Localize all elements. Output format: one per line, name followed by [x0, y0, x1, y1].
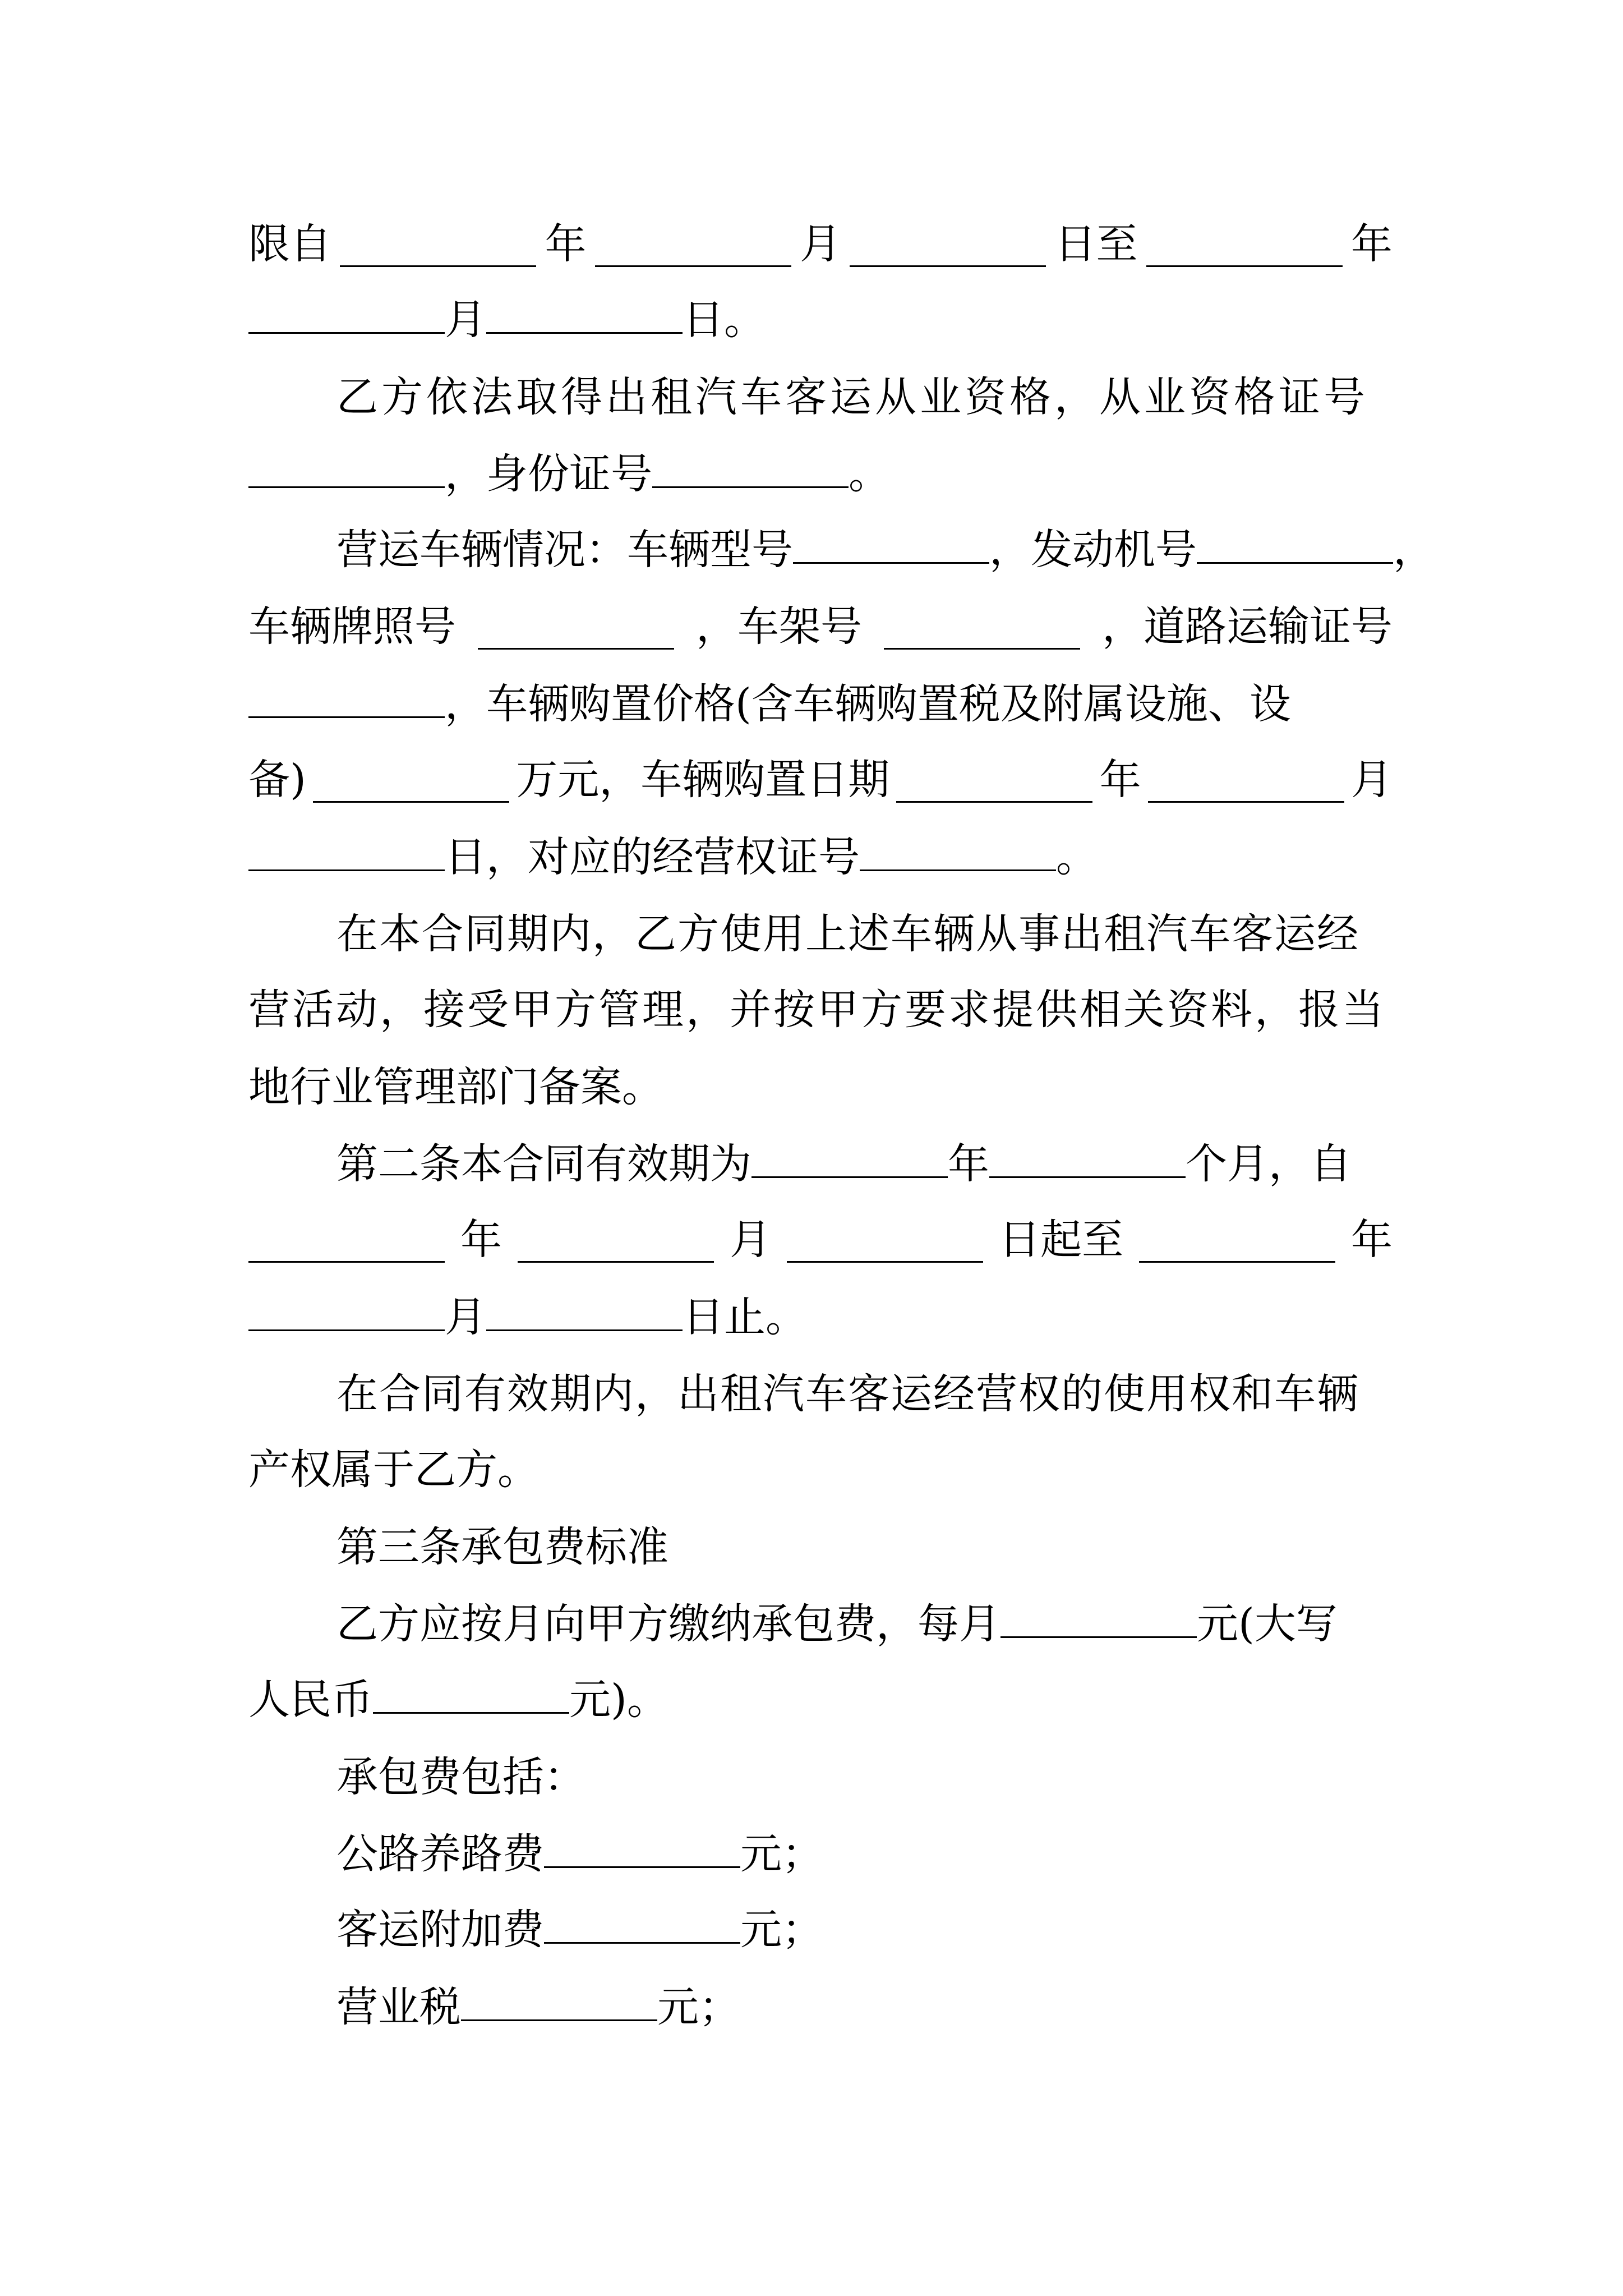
text-segment: 备): [248, 756, 306, 804]
blank-field: [860, 826, 1056, 871]
blank-field: [751, 1133, 948, 1178]
text-line: [248, 1206, 1393, 1273]
text-line: [336, 1973, 1623, 2041]
blank-field: [896, 757, 1092, 803]
text-line: 地行业管理部门备案。: [248, 1063, 663, 1111]
text-segment: 营业税: [336, 1983, 461, 2031]
text-segment: 年: [545, 220, 587, 268]
blank-field: [248, 443, 445, 488]
blank-field: [248, 1217, 445, 1263]
blank-field: [850, 222, 1046, 267]
text-line: [248, 440, 1623, 508]
text-segment: 万元，车辆购置日期: [516, 756, 890, 804]
text-segment: 元)。: [569, 1676, 668, 1724]
text-segment: 年: [1351, 220, 1393, 268]
text-line: [336, 1820, 1623, 1888]
text-segment: 元；: [740, 1906, 823, 1954]
text-segment: 月: [800, 220, 841, 268]
text-segment: ，: [1393, 526, 1435, 574]
blank-field: [544, 1898, 740, 1944]
blank-field: [248, 1286, 445, 1331]
text-line: [336, 516, 1623, 583]
text-segment: 月: [1351, 756, 1393, 804]
text-line: [248, 593, 1393, 660]
text-segment: 元；: [740, 1830, 823, 1878]
blank-field: [1197, 518, 1393, 564]
text-segment: 车辆牌照号: [248, 602, 456, 651]
text-segment: 人民币: [248, 1676, 373, 1724]
text-line: 承包费包括：: [336, 1753, 585, 1801]
text-line: 产权属于乙方。: [248, 1446, 539, 1494]
text-segment: 日。: [683, 296, 766, 344]
text-line: [248, 670, 1623, 738]
text-segment: 营运车辆情况：车辆型号: [336, 526, 793, 574]
text-line: [248, 210, 1393, 278]
text-line: [336, 1590, 1623, 1658]
text-segment: 乙方应按月向甲方缴纳承包费，每月: [336, 1600, 1000, 1648]
text-segment: 第二条本合同有效期为: [336, 1140, 751, 1188]
text-segment: 日止。: [683, 1293, 807, 1341]
text-segment: ，身份证号: [445, 450, 652, 498]
text-segment: 月: [730, 1216, 771, 1264]
text-segment: 日，对应的经营权证号: [445, 833, 860, 881]
blank-field: [486, 1286, 683, 1331]
text-segment: ，车辆购置价格(含车辆购置税及附属设施、设: [445, 680, 1291, 728]
text-segment: 年: [1351, 1216, 1393, 1264]
text-line: 乙方依法取得出租汽车客运从业资格，从业资格证号: [336, 373, 1368, 421]
blank-field: [478, 604, 674, 650]
text-line: [248, 1666, 1623, 1733]
blank-field: [248, 673, 445, 718]
blank-field: [518, 1217, 714, 1263]
text-segment: 。: [1056, 833, 1098, 881]
text-segment: 月: [445, 296, 486, 344]
blank-field: [652, 443, 849, 488]
text-line: 在本合同期内，乙方使用上述车辆从事出租汽车客运经: [336, 910, 1359, 958]
blank-field: [1139, 1217, 1335, 1263]
blank-field: [595, 222, 791, 267]
text-segment: 日起至: [999, 1216, 1123, 1264]
text-segment: 限自: [248, 220, 331, 268]
text-line: [336, 1896, 1623, 1963]
text-line: [336, 1130, 1623, 1198]
text-line: 营活动，接受甲方管理，并按甲方要求提供相关资料，报当: [248, 986, 1386, 1034]
text-segment: ，发动机号: [989, 526, 1197, 574]
text-line: [248, 746, 1393, 813]
blank-field: [340, 222, 536, 267]
blank-field: [884, 604, 1080, 650]
blank-field: [787, 1217, 983, 1263]
blank-field: [544, 1823, 740, 1868]
blank-field: [313, 757, 509, 803]
blank-field: [461, 1976, 657, 2021]
text-segment: 客运附加费: [336, 1906, 544, 1954]
text-segment: ，道路运输证号: [1102, 602, 1393, 651]
text-segment: ，车架号: [696, 602, 862, 651]
text-segment: 年: [460, 1216, 502, 1264]
blank-field: [793, 518, 989, 564]
blank-field: [989, 1133, 1186, 1178]
text-segment: 个月，自: [1186, 1140, 1352, 1188]
section-heading: 第三条承包费标准: [336, 1523, 668, 1571]
text-line: [248, 286, 1623, 353]
blank-field: [248, 288, 445, 334]
text-segment: 日至: [1054, 220, 1138, 268]
blank-field: [486, 288, 683, 334]
blank-field: [1000, 1593, 1197, 1638]
text-segment: 元(大写: [1197, 1600, 1338, 1648]
text-segment: 元；: [657, 1983, 740, 2031]
text-segment: 公路养路费: [336, 1830, 544, 1878]
text-segment: 月: [445, 1293, 486, 1341]
text-line: [248, 823, 1623, 891]
text-segment: 。: [849, 450, 890, 498]
text-line: 在合同有效期内，出租汽车客运经营权的使用权和车辆: [336, 1370, 1359, 1418]
blank-field: [248, 826, 445, 871]
text-segment: 年: [1099, 756, 1141, 804]
blank-field: [1148, 757, 1344, 803]
blank-field: [373, 1668, 569, 1714]
text-line: [248, 1283, 1623, 1351]
blank-field: [1146, 222, 1343, 267]
text-segment: 年: [948, 1140, 989, 1188]
